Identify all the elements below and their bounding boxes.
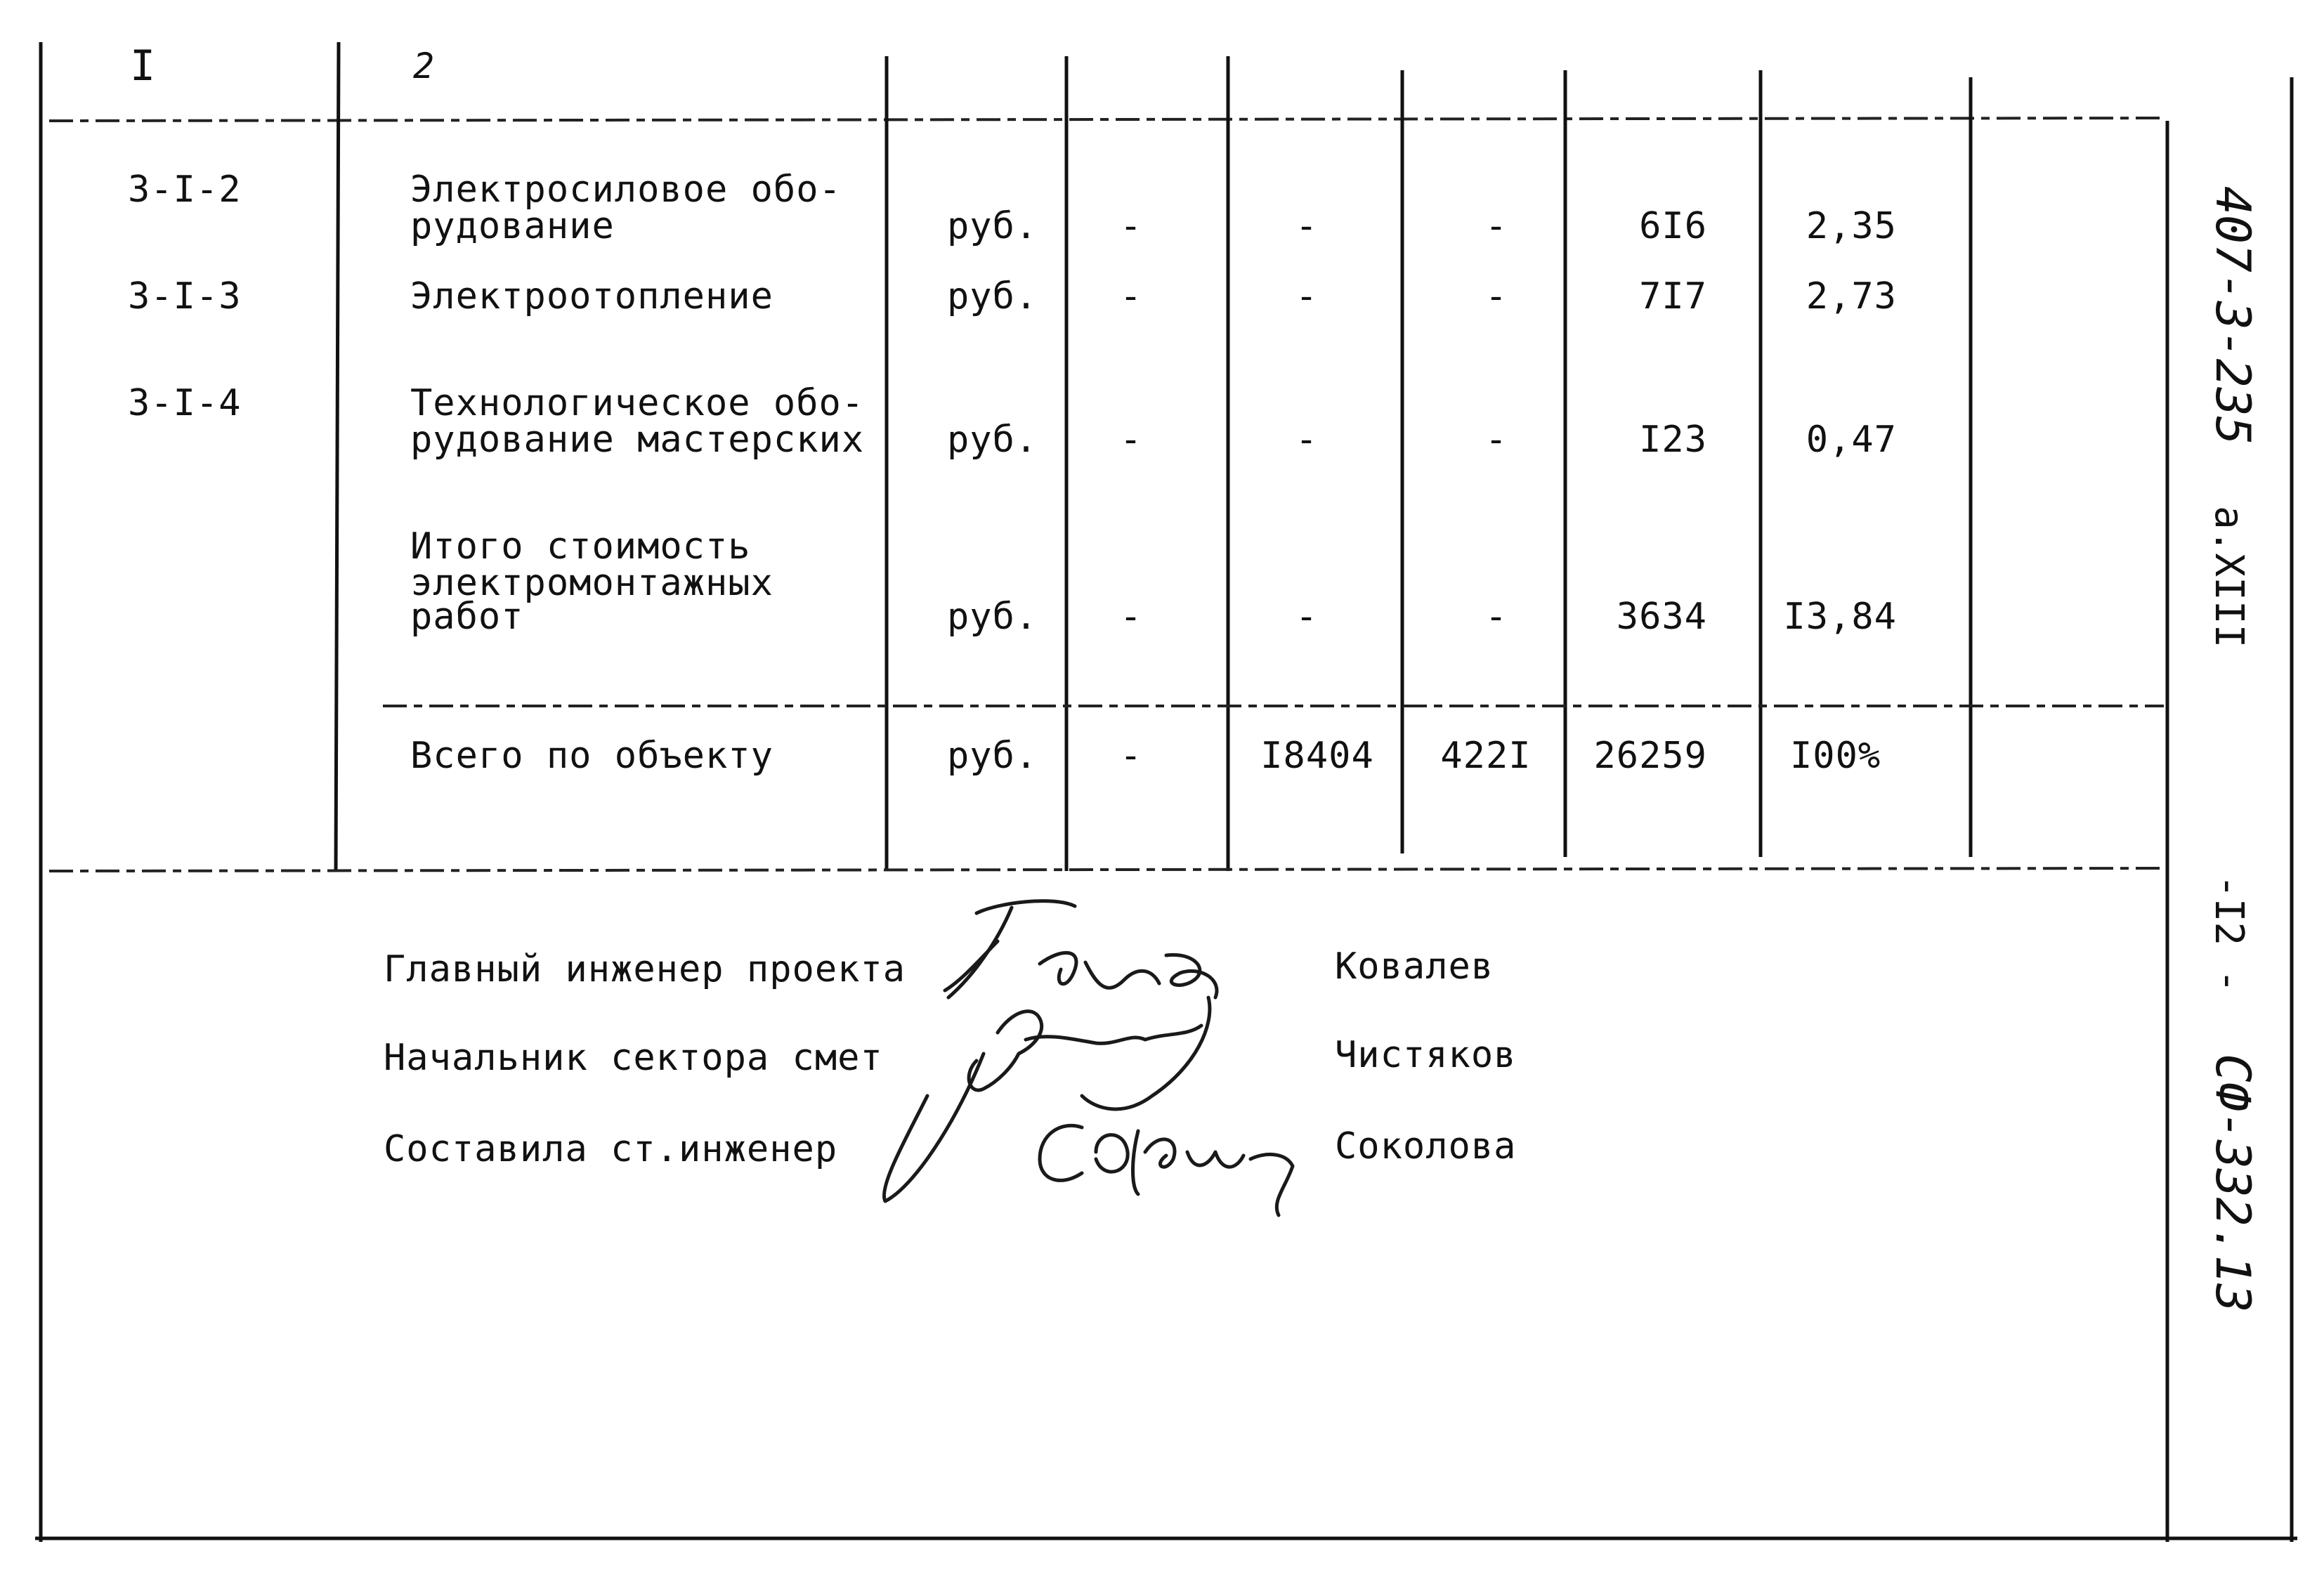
row-unit: руб. <box>947 596 1038 638</box>
signer-role: Составила ст.инженер <box>384 1128 838 1170</box>
row-col-6: - <box>1484 205 1508 247</box>
row-name-line: работ <box>410 596 524 638</box>
row-code: 3-I-4 <box>128 382 242 424</box>
row-col-6: - <box>1484 596 1508 638</box>
row-unit: руб. <box>947 419 1038 461</box>
total-col-7: 26259 <box>1593 735 1707 777</box>
row-col-5: - <box>1295 596 1319 638</box>
row-col-4: - <box>1119 419 1143 461</box>
row-col-5: - <box>1295 205 1319 247</box>
row-col-4: - <box>1119 205 1143 247</box>
row-name-line: электромонтажных <box>410 562 773 604</box>
row-col-8: 2,35 <box>1806 205 1897 247</box>
signer-name: Ковалев <box>1335 945 1494 988</box>
signer-name: Чистяков <box>1335 1034 1517 1076</box>
page-number: -I2 - <box>2206 875 2252 993</box>
row-col-8: 2,73 <box>1806 275 1897 318</box>
row-name-line: Итого стоимость <box>410 525 751 568</box>
row-col-7: 3634 <box>1616 596 1707 638</box>
signer-name: Соколова <box>1335 1125 1517 1167</box>
row-unit: руб. <box>947 275 1038 318</box>
row-col-7: I23 <box>1639 419 1707 461</box>
row-col-5: - <box>1295 275 1319 318</box>
signer-role: Главный инженер проекта <box>384 948 906 990</box>
row-col-4: - <box>1119 596 1143 638</box>
row-col-5: - <box>1295 419 1319 461</box>
row-name-line: Технологическое обо- <box>410 382 865 424</box>
total-col-8: I00% <box>1790 735 1881 777</box>
row-name-line: рудование <box>410 205 615 247</box>
signature-2 <box>884 997 1209 1201</box>
row-code: 3-I-3 <box>128 275 242 318</box>
row-col-7: 6I6 <box>1639 205 1707 247</box>
row-col-4: - <box>1119 275 1143 318</box>
signature-3 <box>1040 1125 1293 1215</box>
total-col-4: - <box>1119 735 1143 777</box>
album-number: а.XIII <box>2206 506 2252 648</box>
total-unit: руб. <box>947 735 1038 777</box>
total-label: Всего по объекту <box>410 735 773 777</box>
row-name-line: Электросиловое обо- <box>410 169 842 211</box>
row-name-line: рудование мастерских <box>410 419 865 461</box>
header-col-1: I <box>130 41 157 91</box>
row-code: 3-I-2 <box>128 169 242 211</box>
total-col-6: 422I <box>1440 735 1532 777</box>
row-col-8: I3,84 <box>1783 596 1897 638</box>
row-col-8: 0,47 <box>1806 419 1897 461</box>
signer-role: Начальник сектора смет <box>384 1037 883 1079</box>
row-col-6: - <box>1484 275 1508 318</box>
signature-1 <box>945 901 1217 997</box>
row-col-6: - <box>1484 419 1508 461</box>
project-code: 407-3-235 <box>2205 186 2260 445</box>
total-col-5: I8404 <box>1260 735 1374 777</box>
row-name-line: Электроотопление <box>410 275 773 318</box>
sheet-code: СФ-332.13 <box>2205 1054 2260 1313</box>
row-unit: руб. <box>947 205 1038 247</box>
row-col-7: 7I7 <box>1639 275 1707 318</box>
header-col-2: 2 <box>413 46 436 86</box>
